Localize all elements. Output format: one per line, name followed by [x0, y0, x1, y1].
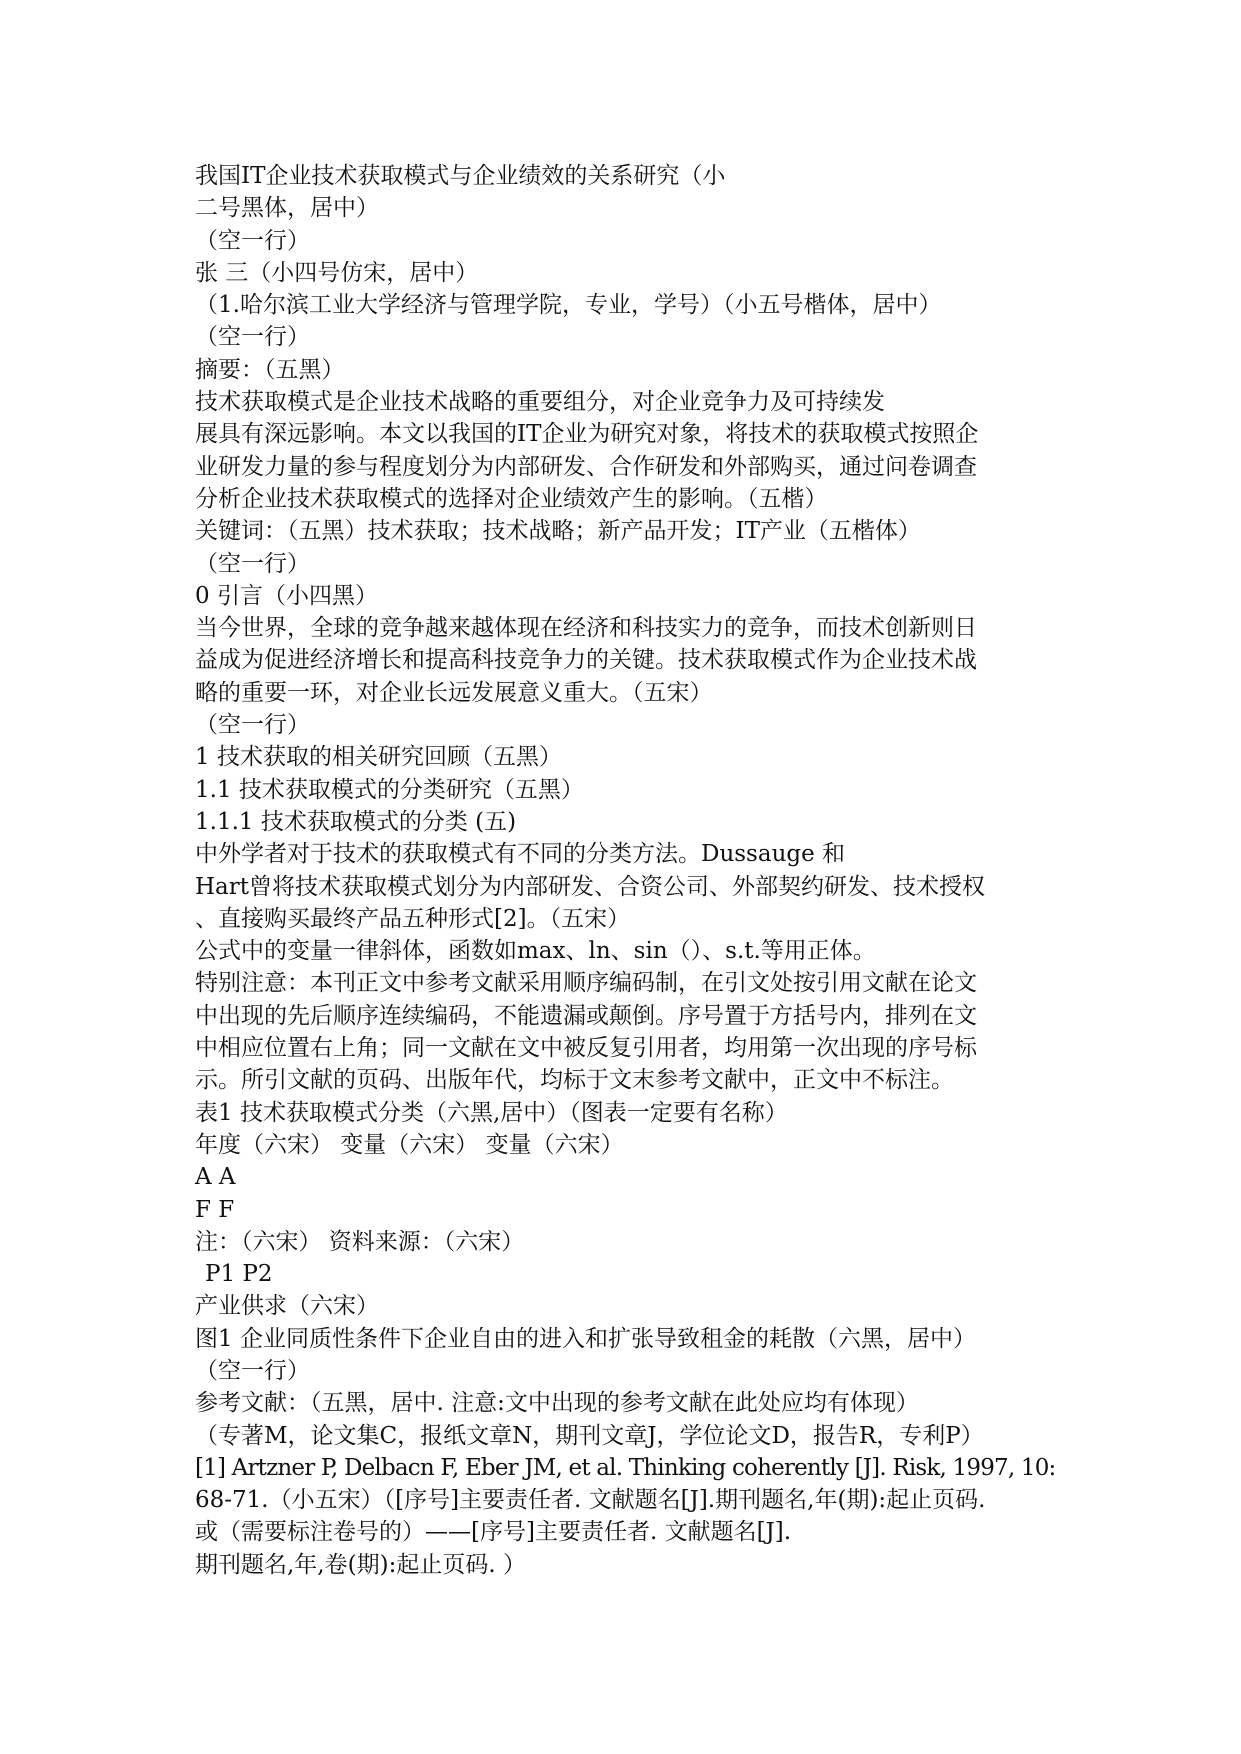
table-row: A A: [195, 1164, 236, 1191]
table-row: F F: [195, 1196, 235, 1223]
section-heading-1-1: 1.1 技术获取模式的分类研究（五黑）: [195, 776, 584, 803]
author-line: 张 三（小四号仿宋，居中）: [195, 259, 479, 286]
body-text-line: Hart曾将技术获取模式划分为内部研发、合资公司、外部契约研发、技术授权: [195, 873, 986, 900]
blank-line-note: （空一行）: [195, 712, 310, 739]
figure-axis-label: 产业供求（六宋）: [195, 1293, 379, 1320]
blank-line-note: （空一行）: [195, 550, 310, 577]
table-caption: 表1 技术获取模式分类（六黑,居中）（图表一定要有名称）: [195, 1099, 788, 1126]
reference-entry-line: 或（需要标注卷号的）——[序号]主要责任者. 文献题名[J].: [195, 1519, 792, 1546]
formula-note-line: 公式中的变量一律斜体，函数如max、ln、sin（）、s.t.等用正体。: [195, 938, 876, 965]
abstract-text-line: 技术获取模式是企业技术战略的重要组分，对企业竞争力及可持续发: [195, 389, 885, 416]
special-note-line: 特别注意：本刊正文中参考文献采用顺序编码制，在引文处按引用文献在论文: [195, 970, 977, 997]
section-heading-1-1-1: 1.1.1 技术获取模式的分类 (五): [195, 808, 517, 835]
title-line-2: 二号黑体，居中）: [195, 195, 379, 222]
abstract-text-line: 展具有深远影响。本文以我国的IT企业为研究对象，将技术的获取模式按照企: [195, 421, 979, 448]
intro-text-line: 略的重要一环，对企业长远发展意义重大。（五宋）: [195, 679, 713, 706]
reference-entry-line: 期刊题名,年,卷(期):起止页码. ）: [195, 1551, 526, 1578]
section-heading-intro: 0 引言（小四黑）: [195, 582, 378, 609]
document-page: [195, 160, 1055, 1581]
section-heading-1: 1 技术获取的相关研究回顾（五黑）: [195, 744, 562, 771]
title-line-1: 我国IT企业技术获取模式与企业绩效的关系研究（小: [195, 163, 726, 189]
table-note-line: 注：（六宋） 资料来源：（六宋）: [195, 1228, 525, 1255]
special-note-line: 示。所引文献的页码、出版年代，均标于文末参考文献中，正文中不标注。: [195, 1067, 954, 1094]
references-heading: 参考文献：（五黑，居中. 注意:文中出现的参考文献在此处应均有体现）: [195, 1390, 919, 1417]
special-note-line: 中出现的先后顺序连续编码，不能遗漏或颠倒。序号置于方括号内，排列在文: [195, 1002, 977, 1029]
keywords-line: 关键词：（五黑）技术获取；技术战略；新产品开发；IT产业（五楷体）: [195, 518, 921, 545]
intro-text-line: 益成为促进经济增长和提高科技竞争力的关键。技术获取模式作为企业技术战: [195, 647, 977, 674]
reference-entry-line: [1] Artzner P, Delbacn F, Eber JM, et al. Thinking coherently [J]. Risk, 1997, 10:: [195, 1454, 1056, 1481]
blank-line-note: （空一行）: [195, 1357, 310, 1384]
figure-label-line: P1 P2: [205, 1261, 273, 1288]
references-type-note: （专著M，论文集C，报纸文章N，期刊文章J，学位论文D，报告R，专利P）: [195, 1422, 984, 1449]
blank-line-note: （空一行）: [195, 227, 310, 254]
blank-line-note: （空一行）: [195, 324, 310, 351]
abstract-heading: 摘要：（五黑）: [195, 356, 345, 383]
table-header-row: 年度（六宋） 变量（六宋） 变量（六宋）: [195, 1131, 624, 1158]
body-text-line: 中外学者对于技术的获取模式有不同的分类方法。Dussauge 和: [195, 841, 846, 868]
figure-caption: 图1 企业同质性条件下企业自由的进入和扩张导致租金的耗散（六黑，居中）: [195, 1325, 976, 1352]
affiliation-line: （1.哈尔滨工业大学经济与管理学院，专业，学号）（小五号楷体，居中）: [195, 292, 942, 319]
body-text-line: 、直接购买最终产品五种形式[2]。（五宋）: [195, 905, 631, 932]
reference-entry-line: 68-71.（小五宋）（[序号]主要责任者. 文献题名[J].期刊题名,年(期):起止页码.: [195, 1487, 986, 1514]
abstract-text-line: 业研发力量的参与程度划分为内部研发、合作研发和外部购买，通过问卷调查: [195, 453, 977, 480]
special-note-line: 中相应位置右上角；同一文献在文中被反复引用者，均用第一次出现的序号标: [195, 1035, 977, 1062]
intro-text-line: 当今世界，全球的竞争越来越体现在经济和科技实力的竞争，而技术创新则日: [195, 615, 977, 642]
abstract-text-line: 分析企业技术获取模式的选择对企业绩效产生的影响。（五楷）: [195, 485, 828, 512]
